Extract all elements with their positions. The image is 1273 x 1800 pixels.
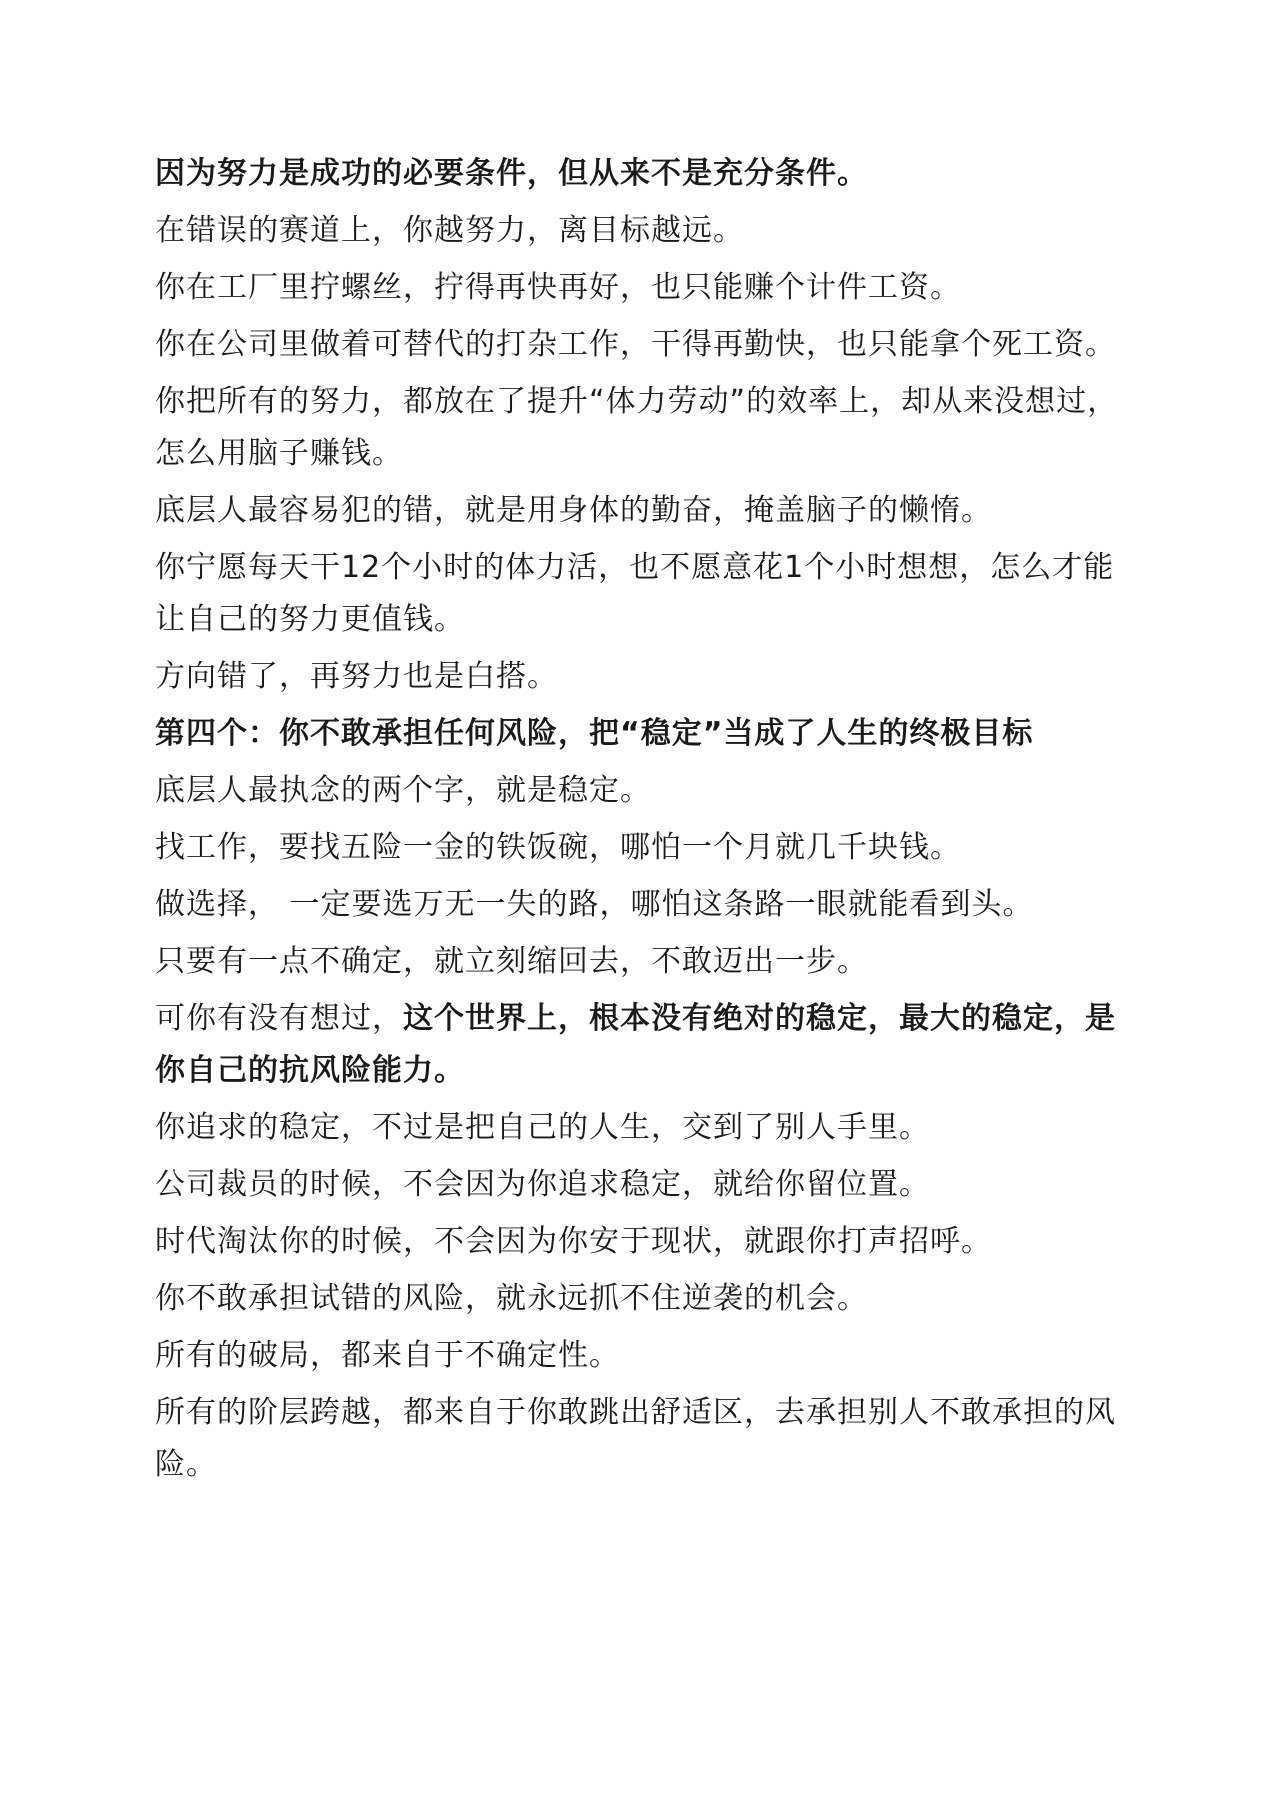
paragraph: 做选择， 一定要选万无一失的路，哪怕这条路一眼就能看到头。 xyxy=(155,887,1034,922)
paragraph: 你不敢承担试错的风险，就永远抓不住逆袭的机会。 xyxy=(155,1281,868,1316)
paragraph: 底层人最容易犯的错，就是用身体的勤奋，掩盖脑子的懒惰。 xyxy=(155,493,992,528)
paragraph-mixed xyxy=(155,993,1130,1097)
paragraph: 底层人最执念的两个字，就是稳定。 xyxy=(155,773,651,808)
article-body xyxy=(155,148,1130,1496)
paragraph-lead: 可你有没有想过， xyxy=(155,1001,403,1036)
paragraph: 找工作，要找五险一金的铁饭碗，哪怕一个月就几千块钱。 xyxy=(155,830,961,865)
paragraph: 公司裁员的时候，不会因为你追求稳定，就给你留位置。 xyxy=(155,1167,930,1202)
paragraph-heading: 因为努力是成功的必要条件，但从来不是充分条件。 xyxy=(155,156,868,191)
paragraph: 所有的阶层跨越，都来自于你敢跳出舒适区，去承担别人不敢承担的风险。 xyxy=(155,1395,1116,1482)
paragraph-emphasis: 这个世界上，根本没有绝对的稳定，最大的稳定，是你自己的抗风险能力。 xyxy=(155,1001,1116,1088)
paragraph: 你追求的稳定，不过是把自己的人生，交到了别人手里。 xyxy=(155,1110,930,1145)
paragraph: 你在工厂里拧螺丝，拧得再快再好，也只能赚个计件工资。 xyxy=(155,270,961,305)
section-heading: 第四个：你不敢承担任何风险，把“稳定”当成了人生的终极目标 xyxy=(155,716,1034,751)
paragraph: 所有的破局，都来自于不确定性。 xyxy=(155,1338,620,1373)
paragraph: 在错误的赛道上，你越努力，离目标越远。 xyxy=(155,213,744,248)
paragraph: 你宁愿每天干12个小时的体力活，也不愿意花1个小时想想，怎么才能让自己的努力更值钱。 xyxy=(155,550,1115,637)
paragraph: 时代淘汰你的时候，不会因为你安于现状，就跟你打声招呼。 xyxy=(155,1224,992,1259)
paragraph: 你把所有的努力，都放在了提升“体力劳动”的效率上，却从来没想过，怎么用脑子赚钱。 xyxy=(155,384,1119,471)
paragraph: 只要有一点不确定，就立刻缩回去，不敢迈出一步。 xyxy=(155,944,868,979)
paragraph: 方向错了，再努力也是白搭。 xyxy=(155,659,558,694)
paragraph: 你在公司里做着可替代的打杂工作，干得再勤快，也只能拿个死工资。 xyxy=(155,327,1116,362)
